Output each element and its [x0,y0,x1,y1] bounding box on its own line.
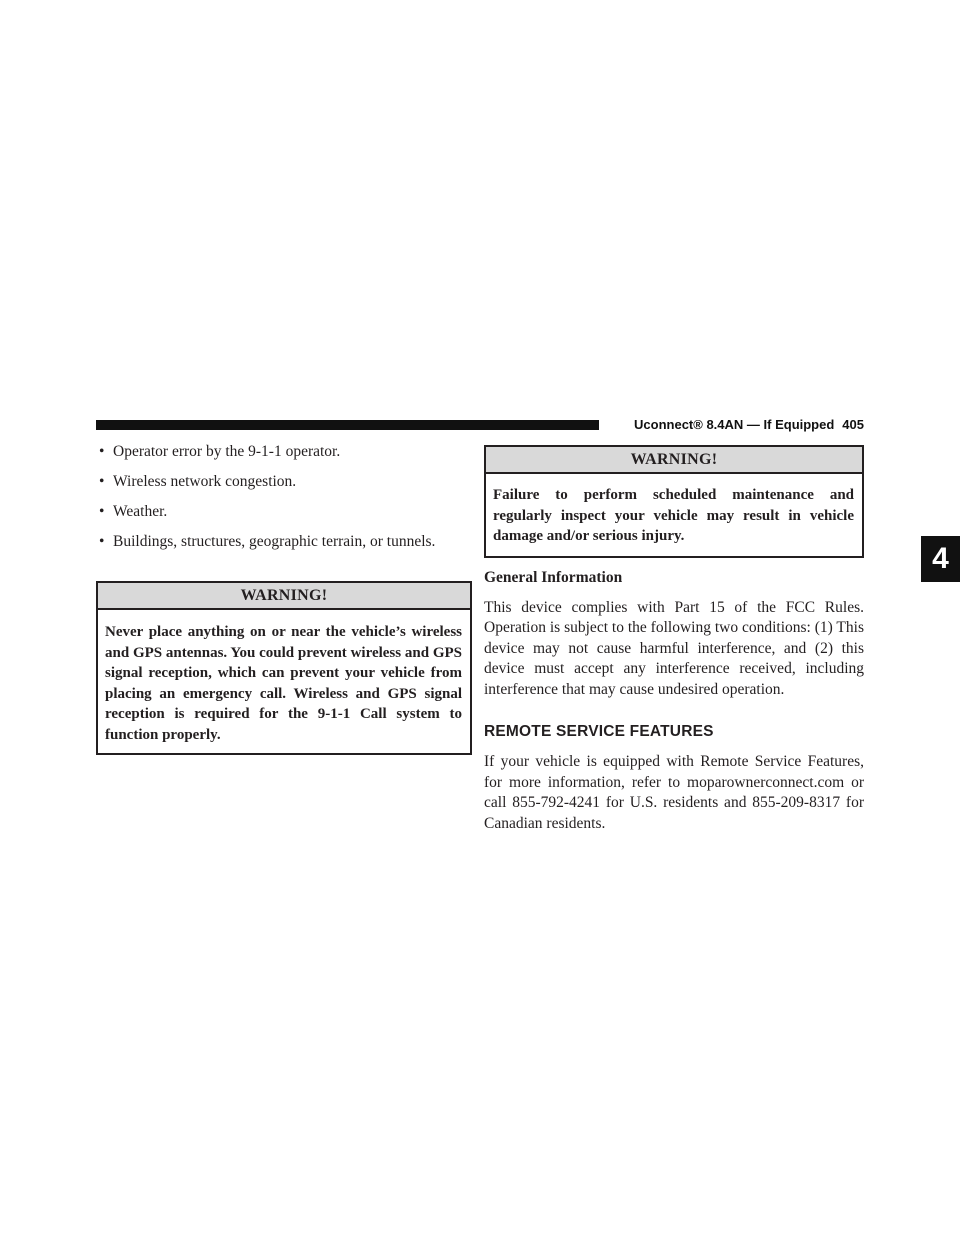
general-information-heading: General Information [484,568,623,586]
warning-title: WARNING! [486,447,862,474]
warning-text: Never place anything on or near the vehicle’s wireless and GPS antennas. You could prevent wireless and GPS signal reception, which can prevent your vehicle from placing an emergency call. Wireless and GPS signal reception is required for the 9-1-1 Call system to function properly. [105,624,462,743]
list-item: • Weather. [96,502,472,521]
right-column [484,445,864,834]
left-column [96,442,472,755]
list-item: • Wireless network congestion. [96,472,472,491]
running-head [606,417,864,432]
running-head-title: Uconnect® 8.4AN — If Equipped [634,417,835,432]
warning-title: WARNING! [98,583,470,610]
general-information-text: This device complies with Part 15 of the FCC Rules. Operation is subject to the following two conditions: (1) This device may not cause harmful interference, and (2) this device must accept any interference received, including interference that may cause undesired operation. [484,598,864,698]
header-rule [96,420,599,430]
page-number: 405 [842,417,864,432]
warning-text: Failure to perform scheduled maintenance and regularly inspect your vehicle may result in vehicle damage and/or serious injury. [493,487,854,544]
warning-box-antennas [96,581,472,755]
chapter-tab: 4 [921,536,960,582]
list-item: • Buildings, structures, geographic terrain, or tunnels. [96,532,472,551]
bullet-list [96,442,472,551]
remote-service-heading: REMOTE SERVICE FEATURES [484,723,714,740]
list-item: • Operator error by the 9-1-1 operator. [96,442,472,461]
warning-box-maintenance [484,445,864,558]
remote-service-text: If your vehicle is equipped with Remote Service Features, for more information, refer to moparownerconnect.com or call 855-792-4241 for U.S. residents and 855-209-8317 for Canadian residents. [484,753,864,832]
